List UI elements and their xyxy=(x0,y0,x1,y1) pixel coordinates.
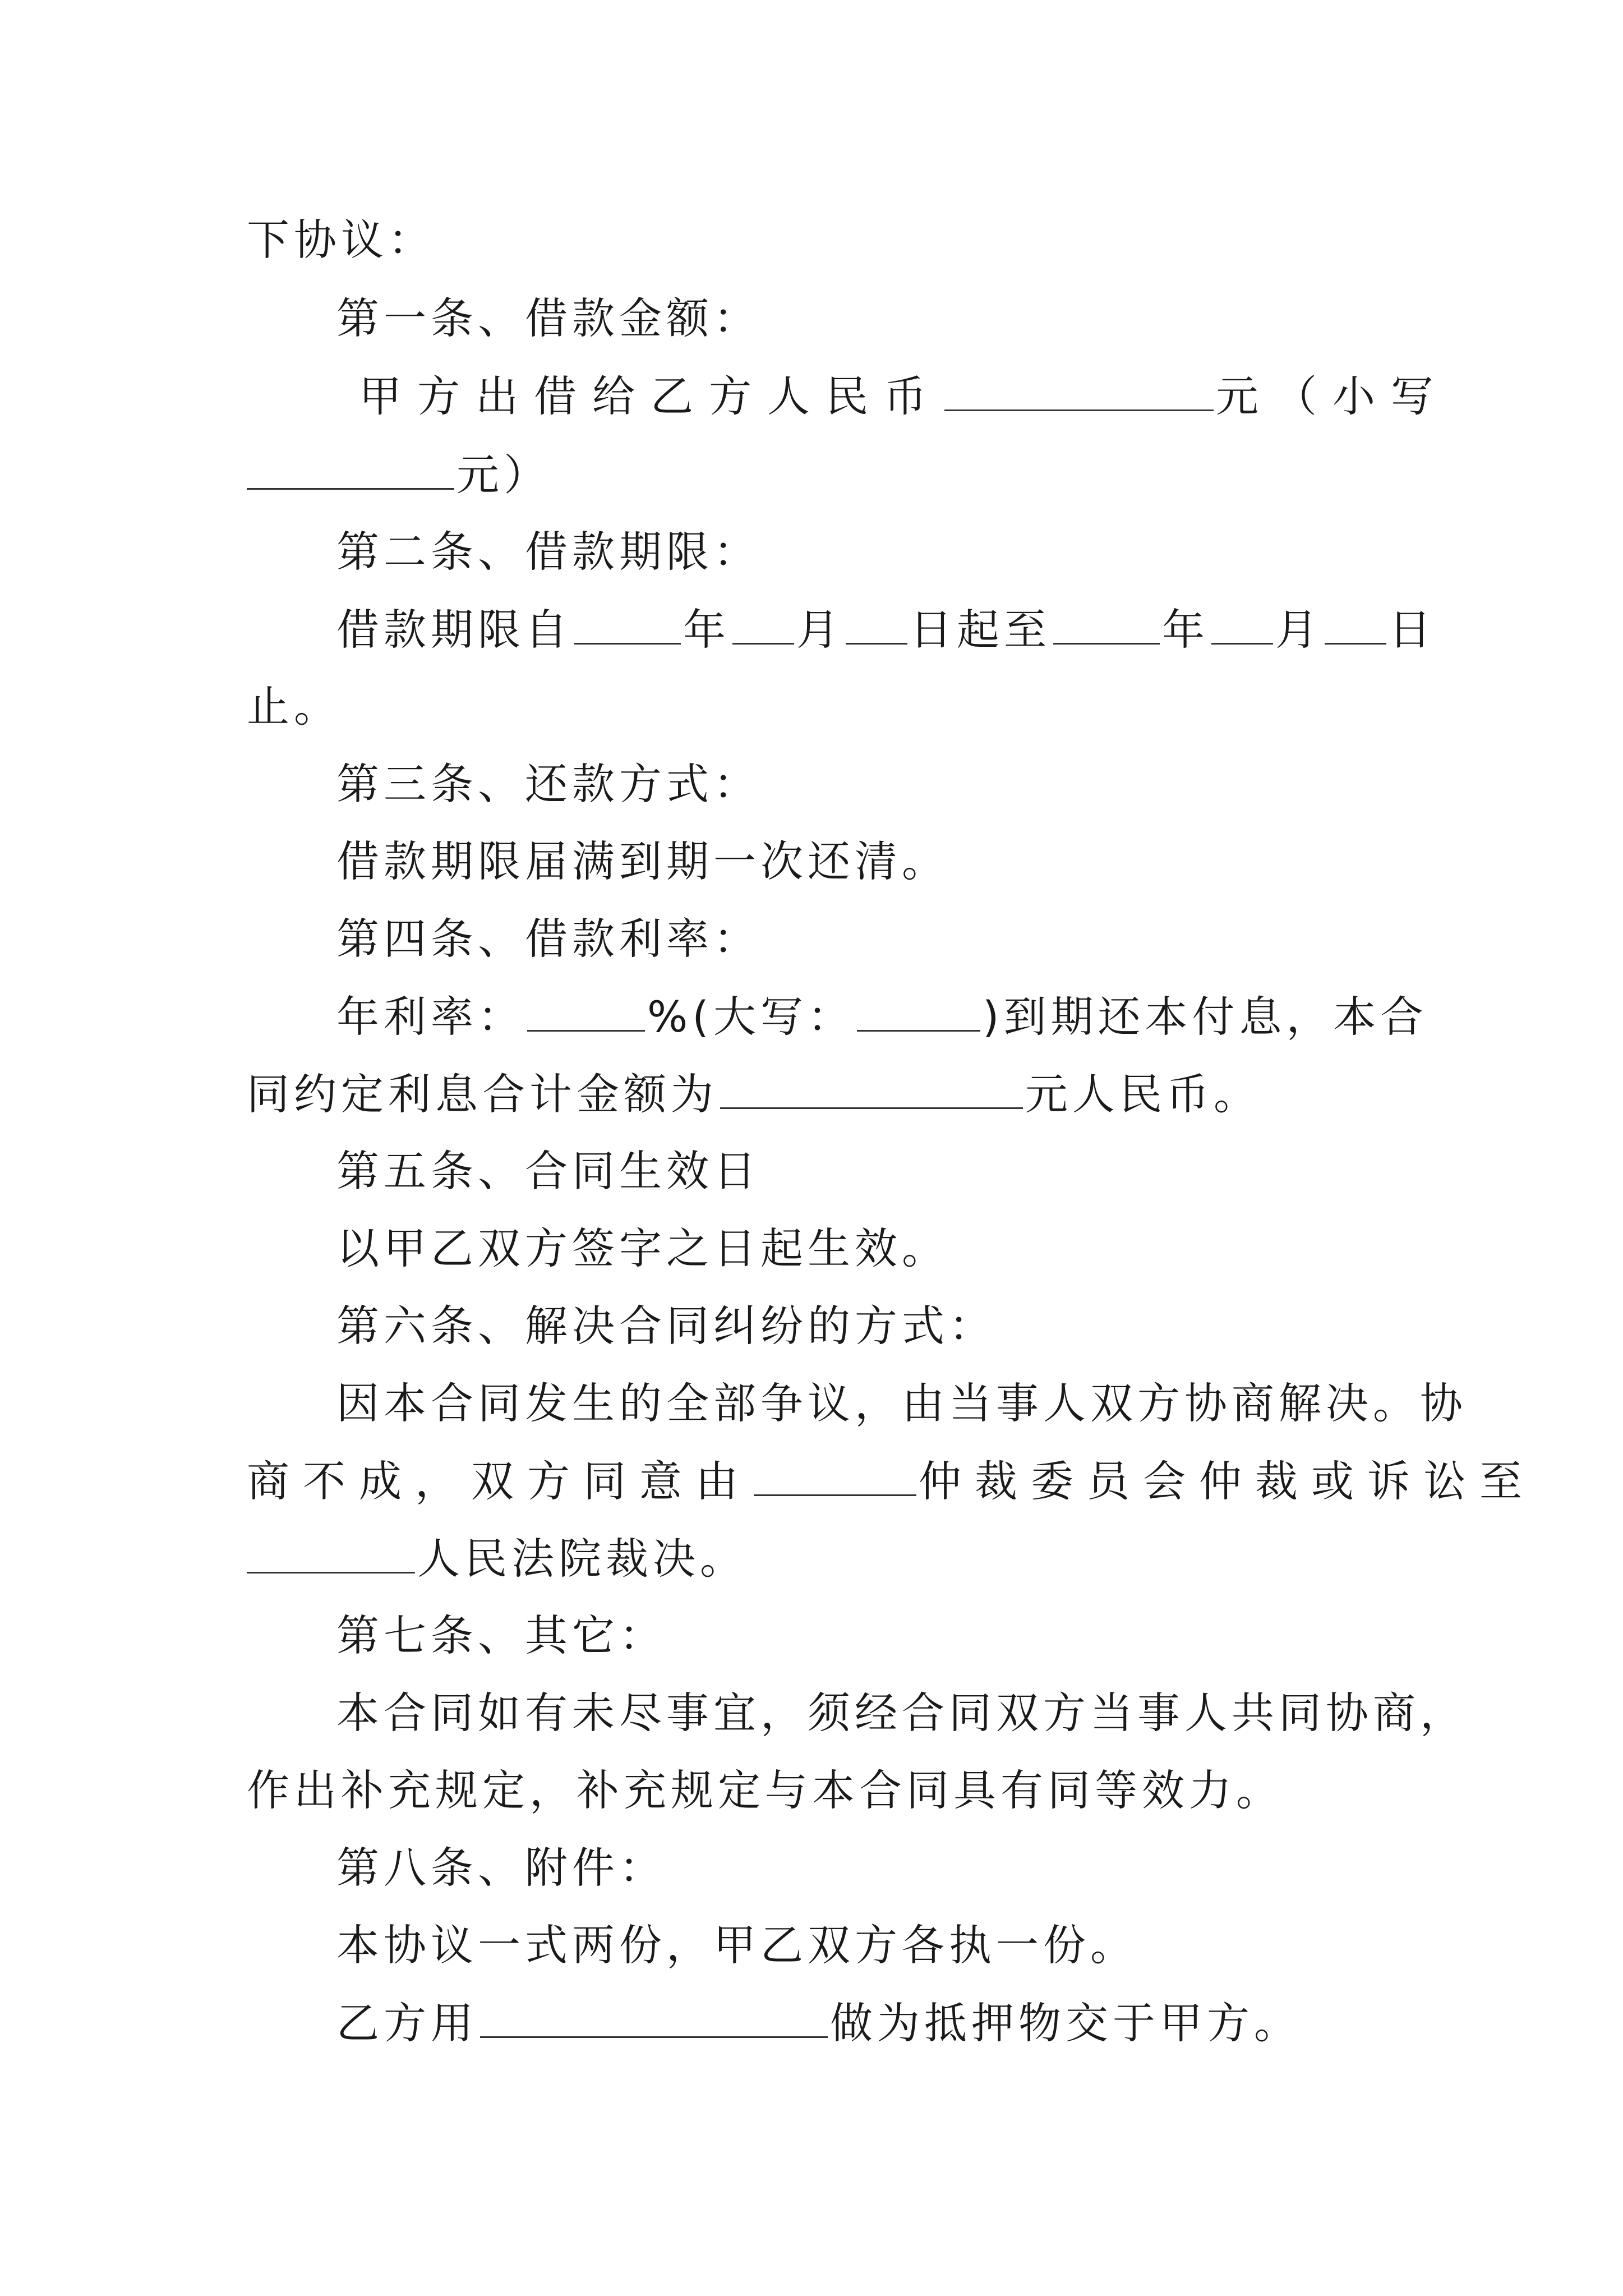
article-3-title-text: 第三条、还款方式： xyxy=(336,759,760,809)
article-6-line-3 xyxy=(247,1530,1385,1586)
article-6-title xyxy=(336,1298,1385,1354)
article-5-body xyxy=(336,1221,1385,1277)
article-1-line-2 xyxy=(247,447,1385,503)
rate-uppercase-label: %(大写： xyxy=(647,992,855,1042)
amount-lowercase-blank[interactable] xyxy=(247,447,454,490)
start-day-label: 日起至 xyxy=(910,605,1051,655)
article-4-line-1 xyxy=(336,988,1428,1045)
article-2-title xyxy=(336,524,1385,580)
start-month-blank[interactable] xyxy=(732,601,794,645)
interest-total-blank[interactable] xyxy=(720,1066,1023,1109)
other-text-2: 作出补充规定，补充规定与本合同具有同等效力。 xyxy=(247,1765,1283,1815)
article-3-body xyxy=(336,834,1385,890)
article-1-title xyxy=(336,291,1385,347)
interest-total-unit: 元人民币。 xyxy=(1025,1069,1261,1119)
article-2-line-2 xyxy=(247,679,1385,735)
collateral-label: 乙方用 xyxy=(336,1998,478,2048)
article-5-title-text: 第五条、合同生效日 xyxy=(336,1146,760,1196)
article-7-line-2 xyxy=(247,1763,1385,1819)
court-blank[interactable] xyxy=(247,1530,415,1573)
repayment-text: 借款期限届满到期一次还清。 xyxy=(336,836,949,886)
article-7-title-text: 第七条、其它： xyxy=(336,1611,666,1660)
amount-uppercase-blank[interactable] xyxy=(944,368,1214,411)
article-6-line-2 xyxy=(247,1453,1536,1509)
start-month-label: 月 xyxy=(796,605,843,655)
interest-total-label: 同约定利息合计金额为 xyxy=(247,1069,718,1119)
end-month-label: 月 xyxy=(1275,605,1322,655)
rate-uppercase-blank[interactable] xyxy=(857,988,980,1032)
end-year-label: 年 xyxy=(1162,605,1209,655)
end-year-blank[interactable] xyxy=(1053,601,1160,645)
end-day-label: 日 xyxy=(1389,605,1436,655)
article-4-title xyxy=(336,911,1385,967)
term-from-label: 借款期限自 xyxy=(336,605,572,655)
article-1-line-1 xyxy=(359,368,1449,424)
article-7-line-1 xyxy=(336,1685,1467,1741)
start-day-blank[interactable] xyxy=(846,601,907,645)
article-5-title xyxy=(336,1143,1385,1199)
collateral-text: 做为抵押物交于甲方。 xyxy=(830,1998,1301,2048)
amount-lowercase-end: 元） xyxy=(457,450,551,500)
start-year-label: 年 xyxy=(683,605,730,655)
end-month-blank[interactable] xyxy=(1211,601,1273,645)
amount-lowercase-label: 元（小写 xyxy=(1216,371,1449,421)
rate-label: 年利率： xyxy=(336,992,525,1042)
dispute-text-3: 仲裁委员会仲裁或诉讼至 xyxy=(919,1456,1536,1506)
collateral-blank[interactable] xyxy=(480,1995,828,2038)
rate-percent-blank[interactable] xyxy=(527,988,645,1032)
other-text-1: 本合同如有未尽事宜，须经合同双方当事人共同协商， xyxy=(336,1688,1467,1738)
court-text: 人民法院裁决。 xyxy=(417,1534,747,1584)
article-2-line-1 xyxy=(336,601,1436,657)
end-day-blank[interactable] xyxy=(1325,601,1386,645)
intro-line xyxy=(247,212,1385,268)
intro-text: 下协议： xyxy=(247,215,435,265)
lender-text: 甲方出借给乙方人民币 xyxy=(359,371,942,421)
article-4-title-text: 第四条、借款利率： xyxy=(336,914,760,964)
start-year-blank[interactable] xyxy=(574,601,681,645)
article-2-title-text: 第二条、借款期限： xyxy=(336,527,760,577)
article-8-title-text: 第八条、附件： xyxy=(336,1843,666,1893)
copies-text: 本协议一式两份，甲乙双方各执一份。 xyxy=(336,1920,1137,1970)
article-4-line-2 xyxy=(247,1066,1385,1122)
article-1-title-text: 第一条、借款金额： xyxy=(336,293,760,343)
article-8-title xyxy=(336,1840,1385,1896)
rate-terms-text: )到期还本付息，本合 xyxy=(982,992,1428,1042)
effective-text: 以甲乙双方签字之日起生效。 xyxy=(336,1223,949,1273)
article-7-title xyxy=(336,1608,1385,1664)
dispute-text-1: 因本合同发生的全部争议，由当事人双方协商解决。协 xyxy=(336,1378,1467,1428)
article-6-title-text: 第六条、解决合同纠纷的方式： xyxy=(336,1301,996,1351)
article-8-line-1 xyxy=(336,1917,1385,1973)
article-6-line-1 xyxy=(336,1375,1467,1432)
dispute-text-2: 商不成，双方同意由 xyxy=(247,1456,751,1506)
article-8-line-2 xyxy=(336,1995,1385,2051)
term-end-text: 止。 xyxy=(247,682,341,731)
arbitration-committee-blank[interactable] xyxy=(754,1453,916,1496)
article-3-title xyxy=(336,756,1385,812)
